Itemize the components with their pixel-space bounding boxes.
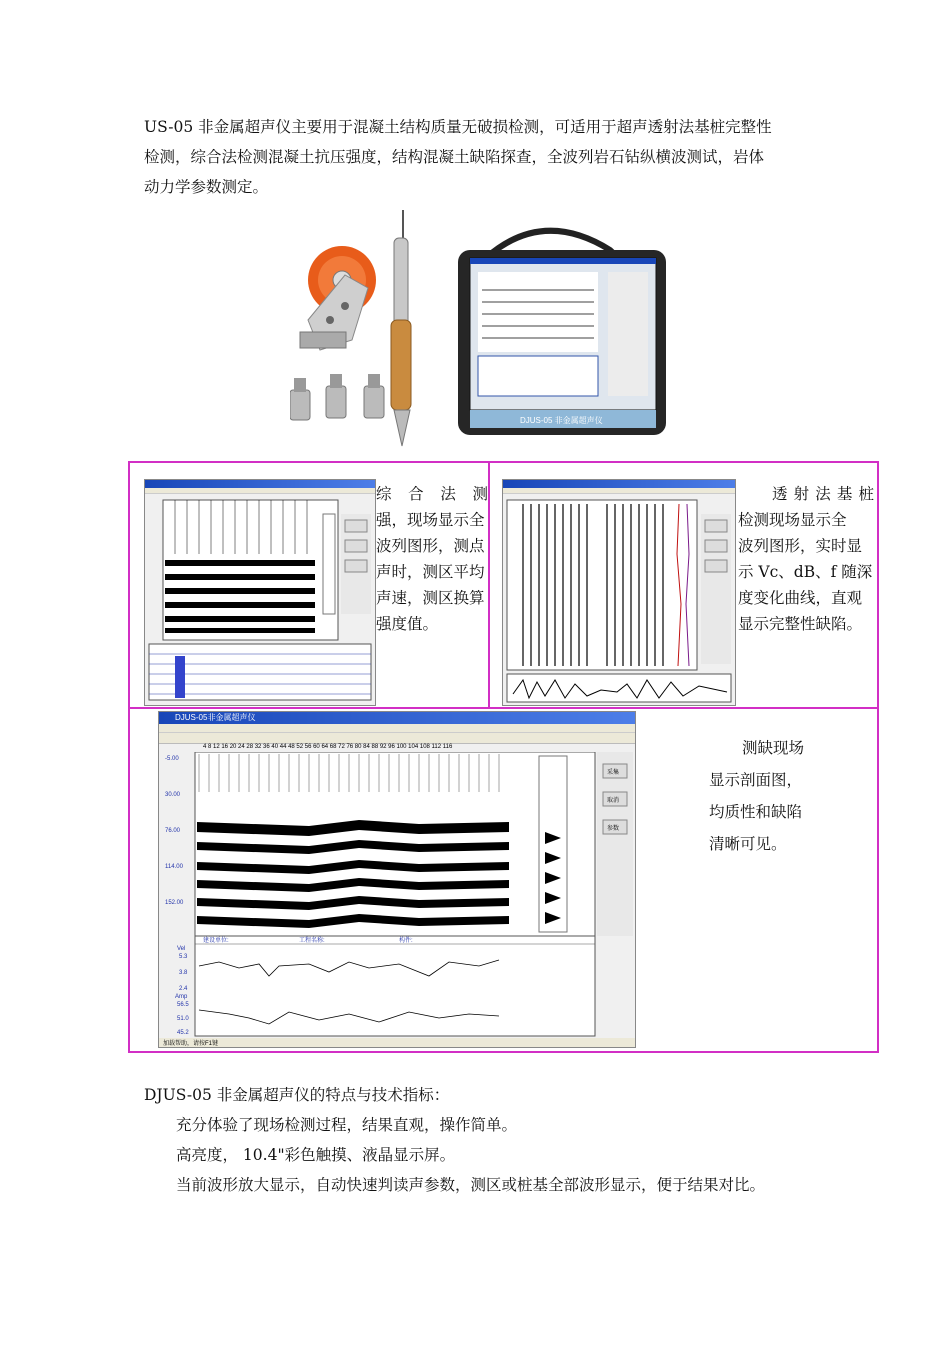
small-transducer-icon [290,374,384,420]
screenshot-transmission [502,479,736,706]
params-button: 参数 [607,826,620,832]
feature-item: 当前波形放大显示，自动快速判读声参数，测区或桩基全部波形显示，便于结果对比。 [176,1176,766,1194]
device-panel-label: DJUS-05 非金属超声仪 [520,416,603,425]
status-bar: 加载帮助，请按F1键 [163,1041,219,1047]
window-titlebar [503,480,735,488]
screenshot-synthesis [144,479,376,706]
intro-line: 动力学参数测定。 [144,178,269,196]
depth-label: 30.00 [165,792,181,798]
depth-label: 76.00 [165,828,181,834]
caption-line: 清晰可见。 [709,835,787,853]
feature-item: 充分体验了现场检测过程，结果直观，操作简单。 [176,1116,518,1134]
vel-tick: 5.3 [179,954,188,960]
caption-line: 波列图形，测点 [376,537,485,555]
menu-bar [159,724,635,733]
intro-paragraph [144,112,824,202]
amp-tick: 45.2 [177,1030,189,1036]
amp-tick: Amp [175,994,188,1000]
screenshot-defect [158,711,636,1048]
caption-line: 声速，测区换算 [376,589,485,607]
amp-tick: 51.0 [177,1016,189,1022]
probe-pen-icon [391,210,411,446]
amp-tick: 56.5 [177,1002,189,1008]
caption-line: 显示剖面图， [709,771,803,789]
depth-label: 152.00 [165,900,184,906]
caption-line: 度变化曲线，直观 [738,589,863,607]
window-titlebar: DJUS-05非金属超声仪 [159,712,635,724]
window-titlebar [145,480,375,488]
caption-line: 均质性和缺陷 [709,803,803,821]
caption-transmission [738,481,874,637]
features-section [144,1080,844,1200]
waveform-panel [159,752,635,1048]
waveform-panel [503,494,735,706]
waveform-panel [145,494,375,706]
caption-line: 示 Vc、dB、f 随深 [738,563,873,581]
caption-line: 强，现场显示全 [376,511,485,529]
caption-line: 显示完整性缺陷。 [738,615,863,633]
caption-line: 测缺现场 [742,739,805,757]
feature-item: 高亮度， 10.4"彩色触摸、液晶显示屏。 [176,1146,456,1164]
caption-synthesis [376,481,488,637]
caption-line: 透射法基桩 [772,485,874,503]
caption-line: 检测现场显示全 [738,511,847,529]
caption-line: 波列图形，实时显 [738,537,863,555]
depth-ruler: 4 8 12 16 20 24 28 32 36 40 44 48 52 56 60 64 68 72 76 80 84 88 92 96 100 104 108 112 116 [203,744,453,750]
caption-line: 综 合 法 测 [376,485,488,503]
instrument-icon [458,231,666,435]
intro-line: 检测，综合法检测混凝土抗压强度，结构混凝土缺陷探查，全波列岩石钻纵横波测试，岩体 [144,148,765,166]
caption-defect [709,732,859,860]
vel-tick: 3.8 [179,970,188,976]
depth-label: 114.00 [165,864,183,870]
features-heading: DJUS-05 非金属超声仪的特点与技术指标： [144,1086,450,1104]
caption-line: 强度值。 [376,615,439,633]
vel-tick: 2.4 [179,986,188,992]
collect-button: 采集 [607,770,620,776]
depth-label: -5.00 [165,756,179,762]
wheel-transducer-icon [300,246,376,350]
product-photo [290,210,670,450]
caption-line: 声时，测区平均 [376,563,485,581]
bottom-label: 工程名称: [299,938,325,944]
intro-line: US-05 非金属超声仪主要用于混凝土结构质量无破损检测，可适用于超声透射法基桩完整性 [144,118,772,136]
vel-tick: Vel [177,946,186,952]
bottom-label: 建设单位: [203,938,229,944]
bottom-label: 构件: [399,938,413,944]
cancel-button: 取消 [607,798,620,804]
